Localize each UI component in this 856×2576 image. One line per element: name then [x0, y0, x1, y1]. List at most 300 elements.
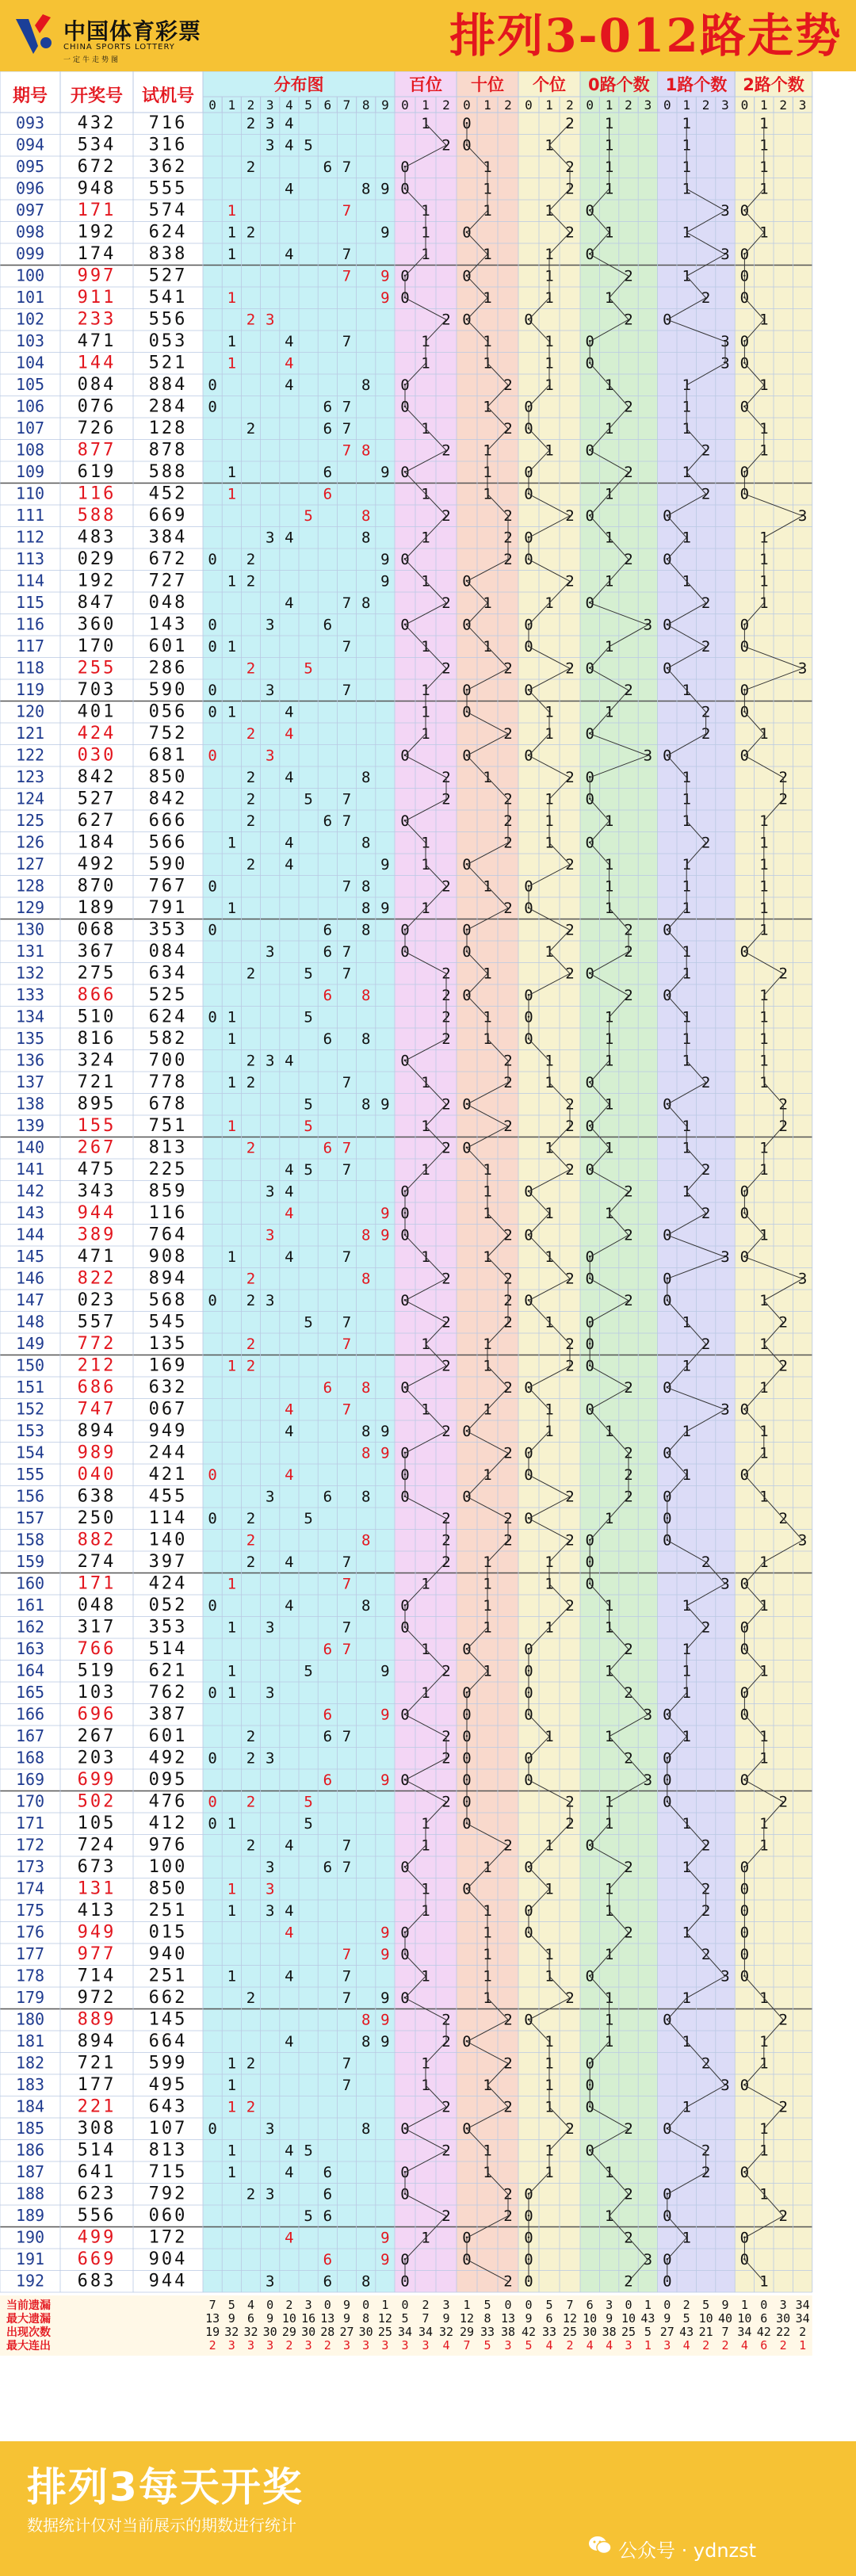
tens-route-mark: 1 — [483, 332, 492, 350]
distribution-digit: 0 — [208, 681, 217, 699]
route0-count-mark: 2 — [624, 1444, 633, 1462]
distribution-digit: 7 — [342, 1989, 352, 2007]
draw-number: 510 — [77, 1007, 117, 1027]
distribution-digit: 2 — [246, 2185, 256, 2203]
distribution-digit: 2 — [246, 224, 256, 242]
test-number: 476 — [148, 1791, 188, 1812]
tens-route-mark: 0 — [462, 1095, 472, 1114]
distribution-digit: 9 — [380, 572, 390, 590]
hundreds-route-mark: 2 — [441, 1270, 451, 1288]
test-number: 601 — [148, 1726, 188, 1746]
units-route-mark: 1 — [545, 2163, 554, 2181]
test-number: 894 — [148, 1268, 188, 1289]
test-number: 716 — [148, 113, 188, 133]
draw-number: 721 — [77, 2053, 117, 2073]
column-header-label: 期号 — [12, 86, 48, 106]
period-number: 134 — [15, 1007, 45, 1026]
period-number: 187 — [15, 2161, 45, 2181]
route1-count-mark: 1 — [682, 768, 691, 786]
stats-distribution-value: 2 — [285, 2337, 293, 2352]
draw-number: 623 — [77, 2184, 117, 2204]
draw-number: 502 — [77, 1791, 117, 1812]
route1-count-mark: 1 — [682, 1030, 691, 1048]
draw-number: 144 — [77, 353, 117, 373]
distribution-digit: 1 — [227, 2098, 237, 2116]
tens-route-mark: 1 — [483, 1662, 492, 1680]
route1-count-mark: 2 — [701, 1073, 711, 1091]
route2-count-mark: 3 — [797, 1270, 808, 1288]
route1-count-mark: 1 — [682, 1989, 691, 2007]
route1-count-mark: 3 — [720, 332, 730, 350]
hundreds-route-mark: 1 — [421, 201, 430, 220]
route0-count-mark: 2 — [624, 1640, 633, 1658]
stats-route-value: 4 — [740, 2337, 748, 2352]
route2-count-mark: 1 — [759, 1989, 769, 2007]
tens-route-mark: 0 — [462, 1880, 472, 1898]
distribution-digit: 7 — [342, 812, 352, 830]
distribution-digit: 2 — [246, 1989, 256, 2007]
route1-count-mark: 1 — [682, 398, 691, 416]
tens-route-mark: 0 — [462, 681, 472, 699]
subheader-label: 1 — [227, 97, 236, 113]
draw-number: 772 — [77, 1333, 117, 1354]
route1-count-mark: 1 — [682, 463, 691, 481]
tens-route-mark: 1 — [483, 1575, 492, 1593]
route2-count-mark: 1 — [759, 1422, 769, 1440]
route0-count-mark: 0 — [585, 790, 594, 808]
distribution-digit: 7 — [342, 790, 352, 808]
hundreds-route-mark: 2 — [441, 2011, 451, 2029]
units-route-mark: 0 — [524, 2185, 533, 2203]
draw-number: 714 — [77, 1966, 117, 1986]
stats-route-value: 4 — [442, 2337, 450, 2352]
distribution-digit: 6 — [323, 942, 333, 961]
units-route-mark: 1 — [545, 441, 554, 460]
lottery-logo-icon — [11, 11, 59, 59]
stats-route-value: 4 — [545, 2337, 553, 2352]
route0-count-mark: 0 — [585, 1248, 594, 1266]
units-route-mark: 1 — [545, 2142, 554, 2160]
route0-count-mark: 0 — [585, 506, 594, 525]
period-number: 176 — [15, 1922, 45, 1942]
route0-count-mark: 1 — [604, 1596, 614, 1615]
route0-count-mark: 2 — [624, 463, 633, 481]
test-number: 412 — [148, 1813, 188, 1833]
test-number: 100 — [148, 1856, 188, 1877]
distribution-digit: 6 — [323, 1640, 333, 1658]
route0-count-mark: 1 — [604, 572, 614, 590]
test-number: 067 — [148, 1399, 188, 1420]
route1-count-mark: 3 — [720, 1248, 730, 1266]
draw-number: 030 — [77, 745, 117, 766]
distribution-digit: 4 — [285, 1967, 294, 1986]
units-route-mark: 0 — [524, 2207, 533, 2225]
group-header-label: 1路个数 — [665, 75, 728, 94]
distribution-digit: 0 — [208, 1596, 217, 1615]
route2-count-mark: 0 — [739, 354, 750, 373]
period-number: 129 — [15, 897, 45, 917]
stats-route-value: 0 — [625, 2297, 632, 2312]
route0-count-mark: 1 — [604, 2011, 614, 2029]
stats-row-label: 最大连出 — [6, 2339, 51, 2352]
hundreds-route-mark: 0 — [400, 1924, 410, 1942]
route2-count-mark: 1 — [759, 1008, 769, 1026]
draw-number: 527 — [77, 789, 117, 809]
test-number: 140 — [148, 1530, 188, 1550]
units-route-mark: 1 — [545, 1967, 554, 1986]
hundreds-route-mark: 0 — [400, 158, 410, 176]
route2-count-mark: 0 — [739, 681, 750, 699]
stats-distribution-value: 6 — [246, 2310, 255, 2326]
draw-number: 483 — [77, 527, 117, 548]
draw-number: 989 — [77, 1443, 117, 1463]
tens-route-mark: 0 — [462, 1706, 472, 1724]
route2-count-mark: 2 — [778, 790, 788, 808]
hundreds-route-mark: 1 — [421, 114, 430, 132]
test-number: 621 — [148, 1661, 188, 1681]
test-number: 632 — [148, 1377, 188, 1397]
distribution-digit: 7 — [342, 1553, 352, 1571]
units-route-mark: 2 — [565, 1531, 575, 1550]
units-route-mark: 1 — [545, 1422, 554, 1440]
stats-distribution-value: 25 — [377, 2324, 392, 2339]
hundreds-route-mark: 1 — [421, 572, 430, 590]
hundreds-route-mark: 1 — [421, 1335, 430, 1353]
tens-route-mark: 0 — [462, 986, 472, 1004]
distribution-digit: 8 — [361, 1030, 371, 1048]
hundreds-route-mark: 0 — [400, 747, 410, 765]
distribution-digit: 1 — [227, 224, 237, 242]
route1-count-mark: 0 — [663, 1291, 672, 1309]
tens-route-mark: 1 — [483, 1619, 492, 1637]
period-number: 123 — [15, 766, 45, 786]
units-route-mark: 0 — [524, 2250, 533, 2268]
logo-chinese-text: 中国体育彩票 — [63, 18, 202, 44]
distribution-digit: 4 — [285, 594, 294, 612]
route1-count-mark: 1 — [682, 1357, 691, 1375]
route0-count-mark: 1 — [604, 136, 614, 155]
route2-count-mark: 0 — [739, 1880, 750, 1898]
period-number: 180 — [15, 2009, 45, 2029]
distribution-digit: 3 — [265, 1619, 275, 1637]
hundreds-route-mark: 1 — [421, 2229, 430, 2247]
route2-count-mark: 1 — [759, 441, 769, 460]
stats-route-value: 6 — [760, 2310, 768, 2326]
route2-count-mark: 0 — [739, 398, 750, 416]
draw-number: 889 — [77, 2009, 117, 2030]
stats-distribution-value: 7 — [208, 2297, 216, 2312]
route2-count-mark: 1 — [759, 2142, 769, 2160]
route2-count-mark: 1 — [759, 1226, 769, 1244]
period-number: 186 — [15, 2140, 45, 2160]
logo-slogan-text: 一定牛走势图 — [63, 56, 121, 64]
route2-count-mark: 0 — [739, 1248, 750, 1266]
units-route-mark: 1 — [545, 1139, 554, 1157]
distribution-digit: 0 — [208, 637, 217, 655]
distribution-digit: 3 — [265, 1291, 275, 1309]
distribution-digit: 3 — [265, 1901, 275, 1920]
route0-count-mark: 0 — [585, 1357, 594, 1375]
draw-number: 842 — [77, 766, 117, 787]
trend-chart — [0, 71, 856, 2441]
distribution-digit: 3 — [265, 681, 275, 699]
distribution-digit: 7 — [342, 1575, 352, 1593]
distribution-digit: 3 — [265, 311, 275, 329]
route0-count-mark: 2 — [624, 1924, 633, 1942]
draw-number: 972 — [77, 1987, 117, 2008]
draw-number: 177 — [77, 2074, 117, 2095]
stats-distribution-value: 10 — [281, 2310, 296, 2326]
tens-route-mark: 0 — [462, 921, 472, 939]
route0-count-mark: 1 — [604, 158, 614, 176]
hundreds-route-mark: 2 — [441, 1313, 451, 1332]
route1-count-mark: 1 — [682, 1117, 691, 1135]
period-number: 188 — [15, 2184, 45, 2203]
distribution-digit: 1 — [227, 1662, 237, 1680]
period-number: 101 — [15, 287, 45, 307]
route1-count-mark: 0 — [663, 2119, 672, 2138]
route1-count-mark: 1 — [682, 419, 691, 438]
distribution-digit: 8 — [361, 2011, 371, 2029]
route0-count-mark: 0 — [585, 1160, 594, 1179]
route0-count-mark: 0 — [585, 768, 594, 786]
hundreds-route-mark: 2 — [441, 965, 451, 983]
subheader-label: 0 — [663, 97, 671, 113]
route2-count-mark: 1 — [759, 1160, 769, 1179]
hundreds-route-mark: 2 — [441, 441, 451, 460]
period-number: 137 — [15, 1072, 45, 1091]
period-number: 113 — [15, 548, 45, 568]
stats-route-value: 7 — [721, 2324, 729, 2339]
test-number: 566 — [148, 832, 188, 853]
distribution-digit: 4 — [285, 1422, 294, 1440]
route1-count-mark: 1 — [682, 1814, 691, 1833]
stats-route-value: 9 — [663, 2310, 671, 2326]
route0-count-mark: 3 — [643, 616, 653, 634]
route1-count-mark: 1 — [682, 2229, 691, 2247]
units-route-mark: 0 — [524, 1662, 533, 1680]
tens-route-mark: 2 — [503, 1836, 513, 1855]
distribution-digit: 3 — [265, 529, 275, 547]
period-number: 149 — [15, 1333, 45, 1353]
hundreds-route-mark: 1 — [421, 1684, 430, 1702]
units-route-mark: 2 — [565, 572, 575, 590]
period-number: 152 — [15, 1399, 45, 1419]
route1-count-mark: 3 — [720, 1575, 730, 1593]
stats-distribution-value: 9 — [342, 2310, 351, 2326]
test-number: 590 — [148, 854, 188, 874]
period-number: 119 — [15, 679, 45, 699]
tens-route-mark: 1 — [483, 768, 492, 786]
distribution-digit: 1 — [227, 703, 237, 721]
period-number: 156 — [15, 1486, 45, 1506]
distribution-digit: 0 — [208, 1466, 217, 1484]
stats-distribution-value: 9 — [266, 2310, 274, 2326]
draw-number: 948 — [77, 178, 117, 199]
route0-count-mark: 1 — [604, 2163, 614, 2181]
draw-number: 588 — [77, 505, 117, 526]
draw-number: 048 — [77, 1595, 117, 1615]
test-number: 678 — [148, 1094, 188, 1114]
route0-count-mark: 1 — [604, 1204, 614, 1222]
route0-count-mark: 1 — [604, 1793, 614, 1811]
hundreds-route-mark: 0 — [400, 2163, 410, 2181]
period-number: 099 — [15, 243, 45, 263]
distribution-digit: 1 — [227, 1814, 237, 1833]
hundreds-route-mark: 2 — [441, 1662, 451, 1680]
tens-route-mark: 1 — [483, 965, 492, 983]
distribution-digit: 6 — [323, 2250, 333, 2268]
hundreds-route-mark: 0 — [400, 2250, 410, 2268]
stats-distribution-value: 13 — [205, 2310, 220, 2326]
header-bar — [0, 0, 856, 71]
draw-number: 703 — [77, 679, 117, 700]
tens-route-mark: 2 — [503, 790, 513, 808]
distribution-digit: 2 — [246, 1749, 256, 1768]
distribution-digit: 8 — [361, 768, 371, 786]
hundreds-route-mark: 1 — [421, 1967, 430, 1986]
tens-route-mark: 0 — [462, 114, 472, 132]
route2-count-mark: 1 — [759, 419, 769, 438]
draw-number: 389 — [77, 1225, 117, 1245]
distribution-digit: 4 — [285, 724, 294, 743]
distribution-digit: 2 — [246, 311, 256, 329]
route2-count-mark: 3 — [797, 659, 808, 678]
test-number: 492 — [148, 1748, 188, 1768]
stats-route-value: 33 — [541, 2324, 557, 2339]
route1-count-mark: 0 — [663, 2250, 672, 2268]
units-route-mark: 0 — [524, 311, 533, 329]
route1-count-mark: 1 — [682, 2032, 691, 2050]
route0-count-mark: 0 — [585, 1836, 594, 1855]
route2-count-mark: 0 — [739, 1945, 750, 1963]
period-number: 124 — [15, 789, 45, 808]
route0-count-mark: 0 — [585, 2098, 594, 2116]
hundreds-route-mark: 1 — [421, 2076, 430, 2094]
route1-count-mark: 1 — [682, 529, 691, 547]
stats-route-value: 8 — [483, 2310, 491, 2326]
tens-route-mark: 2 — [503, 724, 513, 743]
distribution-digit: 4 — [285, 180, 294, 198]
units-route-mark: 1 — [545, 1313, 554, 1332]
lottery-logo — [11, 8, 249, 63]
subheader-label: 2 — [246, 97, 255, 113]
draw-number: 203 — [77, 1748, 117, 1768]
test-number: 244 — [148, 1443, 188, 1463]
units-route-mark: 0 — [524, 616, 533, 634]
units-route-mark: 1 — [545, 245, 554, 263]
hundreds-route-mark: 1 — [421, 834, 430, 852]
test-number: 353 — [148, 1617, 188, 1638]
distribution-digit: 7 — [342, 681, 352, 699]
route1-count-mark: 3 — [720, 245, 730, 263]
units-route-mark: 2 — [565, 158, 575, 176]
distribution-digit: 1 — [227, 1575, 237, 1593]
route0-count-mark: 1 — [604, 1945, 614, 1963]
distribution-digit: 6 — [323, 1771, 333, 1789]
route2-count-mark: 0 — [739, 2163, 750, 2181]
distribution-digit: 7 — [342, 637, 352, 655]
period-number: 125 — [15, 810, 45, 830]
route0-count-mark: 0 — [585, 1575, 594, 1593]
route1-count-mark: 1 — [682, 267, 691, 285]
draw-number: 068 — [77, 919, 117, 940]
hundreds-route-mark: 1 — [421, 485, 430, 503]
period-number: 130 — [15, 919, 45, 939]
distribution-digit: 1 — [227, 1008, 237, 1026]
tens-route-mark: 0 — [462, 136, 472, 155]
distribution-digit: 4 — [285, 2032, 294, 2050]
distribution-digit: 4 — [285, 1183, 294, 1201]
route0-count-mark: 1 — [604, 419, 614, 438]
period-number: 179 — [15, 1987, 45, 2007]
stats-route-value: 1 — [799, 2337, 807, 2352]
route2-count-mark: 0 — [739, 463, 750, 481]
route0-count-mark: 2 — [624, 1488, 633, 1506]
hundreds-route-mark: 1 — [421, 681, 430, 699]
stats-route-value: 7 — [422, 2310, 430, 2326]
route0-count-mark: 0 — [585, 1553, 594, 1571]
test-number: 588 — [148, 461, 188, 482]
distribution-digit: 1 — [227, 1684, 237, 1702]
hundreds-route-mark: 2 — [441, 506, 451, 525]
distribution-digit: 0 — [208, 1793, 217, 1811]
distribution-digit: 9 — [380, 267, 390, 285]
distribution-digit: 7 — [342, 1073, 352, 1091]
route1-count-mark: 1 — [682, 1640, 691, 1658]
route2-count-mark: 1 — [759, 1662, 769, 1680]
distribution-digit: 8 — [361, 899, 371, 917]
test-number: 752 — [148, 723, 188, 743]
route0-count-mark: 1 — [604, 1619, 614, 1637]
distribution-digit: 6 — [323, 2163, 333, 2181]
test-number: 662 — [148, 1987, 188, 2008]
draw-number: 221 — [77, 2096, 117, 2117]
tens-route-mark: 0 — [462, 616, 472, 634]
distribution-digit: 4 — [285, 834, 294, 852]
route1-count-mark: 1 — [682, 965, 691, 983]
draw-number: 997 — [77, 266, 117, 286]
route0-count-mark: 1 — [604, 1509, 614, 1527]
period-number: 118 — [15, 658, 45, 678]
route0-count-mark: 1 — [604, 224, 614, 242]
stats-route-value: 4 — [606, 2337, 613, 2352]
distribution-digit: 5 — [304, 1662, 313, 1680]
stats-route-value: 6 — [760, 2337, 768, 2352]
test-number: 525 — [148, 984, 188, 1005]
distribution-digit: 8 — [361, 877, 371, 896]
hundreds-route-mark: 1 — [421, 1073, 430, 1091]
tens-route-mark: 2 — [503, 419, 513, 438]
distribution-digit: 2 — [246, 659, 256, 678]
route2-count-mark: 1 — [759, 1814, 769, 1833]
units-route-mark: 1 — [545, 1553, 554, 1571]
distribution-digit: 7 — [342, 1640, 352, 1658]
stats-route-value: 4 — [682, 2337, 690, 2352]
stats-route-value: 38 — [500, 2324, 516, 2339]
route2-count-mark: 1 — [759, 2185, 769, 2203]
distribution-digit: 6 — [323, 419, 333, 438]
period-number: 105 — [15, 374, 45, 394]
draw-number: 519 — [77, 1661, 117, 1681]
hundreds-route-mark: 0 — [400, 1444, 410, 1462]
distribution-digit: 2 — [246, 1335, 256, 1353]
tens-route-mark: 0 — [462, 1488, 472, 1506]
distribution-digit: 7 — [342, 1313, 352, 1332]
distribution-digit: 7 — [342, 2054, 352, 2073]
tens-route-mark: 1 — [483, 1967, 492, 1986]
tens-route-mark: 0 — [462, 703, 472, 721]
